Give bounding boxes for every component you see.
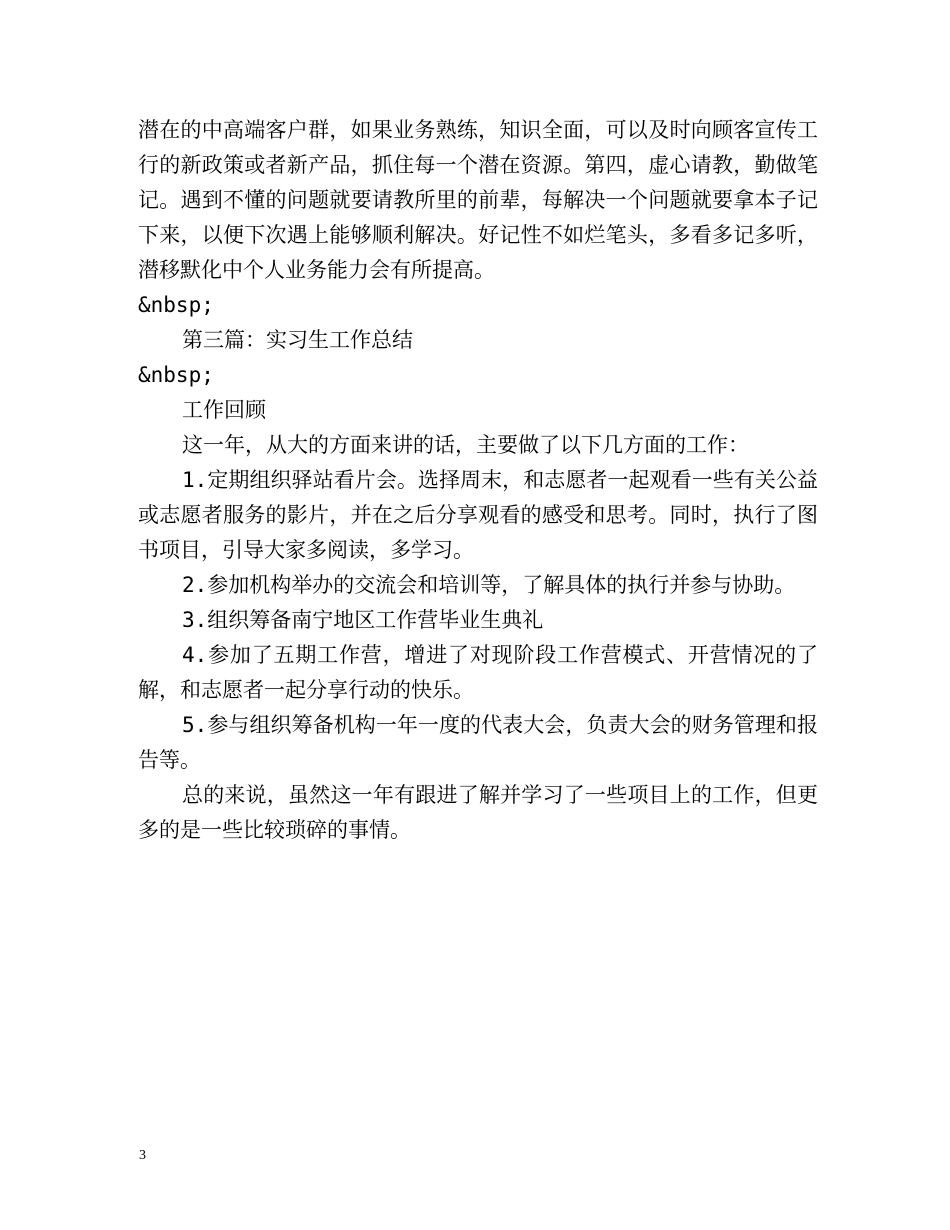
- page-number: 3: [139, 1148, 146, 1163]
- list-item: 3.组织筹备南宁地区工作营毕业生典礼: [182, 608, 544, 632]
- paragraph: &nbsp;: [138, 293, 214, 317]
- document-body: [138, 113, 818, 848]
- paragraph: 潜在的中高端客户群，如果业务熟练，知识全面，可以及时向顾客宣传工行的新政策或者新产品，抓住每一个潜在资源。第四，虚心请教，勤做笔记。遇到不懂的问题就要请教所里的前辈，每解决一个问题就要拿本子记下来，以便下次遇上能够顺利解决。好记性不如烂笔头，多看多记多听，潜移默化中个人业务能力会有所提高。: [138, 118, 818, 282]
- paragraph: 这一年，从大的方面来讲的话，主要做了以下几方面的工作：: [182, 433, 749, 457]
- section-title: 第三篇：实习生工作总结: [182, 328, 413, 352]
- list-item: 2.参加机构举办的交流会和培训等，了解具体的执行并参与协助。: [182, 573, 796, 597]
- paragraph: 总的来说，虽然这一年有跟进了解并学习了一些项目上的工作，但更多的是一些比较琐碎的事情。: [138, 783, 818, 842]
- list-item: 1.定期组织驿站看片会。选择周末，和志愿者一起观看一些有关公益或志愿者服务的影片，并在之后分享观看的感受和思考。同时，执行了图书项目，引导大家多阅读，多学习。: [138, 468, 818, 562]
- paragraph: &nbsp;: [138, 363, 214, 387]
- list-item: 4.参加了五期工作营，增进了对现阶段工作营模式、开营情况的了解，和志愿者一起分享行动的快乐。: [138, 643, 818, 702]
- section-heading: 工作回顾: [182, 398, 266, 422]
- list-item: 5.参与组织筹备机构一年一度的代表大会，负责大会的财务管理和报告等。: [138, 713, 818, 772]
